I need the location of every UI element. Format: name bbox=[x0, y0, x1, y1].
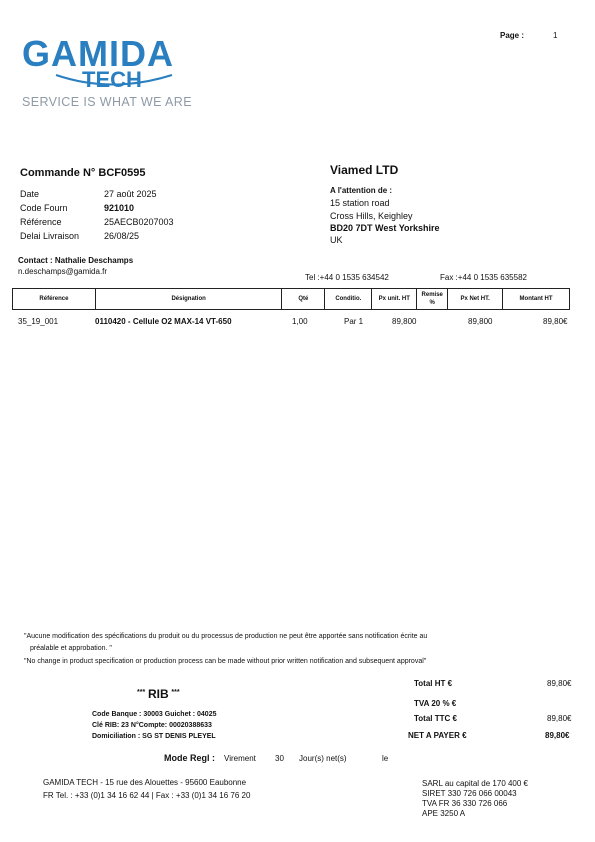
row-conditioning: Par 1 bbox=[344, 317, 364, 326]
supplier-address-4: UK bbox=[330, 235, 343, 245]
col-conditioning: Conditio. bbox=[325, 289, 372, 310]
payment-days-label: Jour(s) net(s) bbox=[299, 754, 347, 763]
order-field-supplier-code-value: 921010 bbox=[104, 203, 135, 213]
payment-days: 30 bbox=[275, 754, 284, 763]
supplier-address-2: Cross Hills, Keighley bbox=[330, 211, 413, 221]
rib-label: RIB bbox=[147, 687, 169, 701]
order-field-supplier-code-label: Code Fourn bbox=[20, 203, 68, 213]
col-unit-price: Px unit. HT bbox=[372, 289, 417, 310]
note-english: "No change in product specification or production process can be made without prior written notification and subsequent approval" bbox=[24, 658, 427, 665]
col-amount: Montant HT bbox=[503, 289, 570, 310]
row-quantity: 1,00 bbox=[292, 317, 308, 326]
order-number: BCF0595 bbox=[98, 167, 146, 179]
supplier-address-3: BD20 7DT West Yorkshire bbox=[330, 223, 440, 233]
footer-legal-2: SIRET 330 726 066 00043 bbox=[422, 789, 517, 798]
col-quantity: Qté bbox=[282, 289, 325, 310]
order-field-date-label: Date bbox=[20, 189, 40, 199]
supplier-attention: A l'attention de : bbox=[330, 186, 393, 195]
col-net-price: Px Net HT. bbox=[448, 289, 503, 310]
rib-stars-right: *** bbox=[171, 689, 180, 696]
supplier-name: Viamed LTD bbox=[330, 163, 399, 177]
payment-label: Mode Regl : bbox=[164, 753, 215, 763]
col-reference: Référence bbox=[13, 289, 96, 310]
payment-method: Virement bbox=[224, 754, 256, 763]
logo-tagline: SERVICE IS WHAT WE ARE bbox=[22, 95, 192, 109]
logo-line2: TECH bbox=[82, 67, 142, 92]
row-amount: 89,80€ bbox=[543, 317, 568, 326]
note-french-2: préalable et approbation. " bbox=[30, 645, 112, 652]
footer-legal-3: TVA FR 36 330 726 066 bbox=[422, 799, 508, 808]
total-ttc-value: 89,80€ bbox=[547, 714, 572, 723]
rib-line-2: Clé RIB: 23 N°Compte: 00020388633 bbox=[92, 722, 212, 729]
row-reference: 35_19_001 bbox=[18, 317, 59, 326]
order-field-reference-value: 25AECB0207003 bbox=[104, 217, 174, 227]
page-label: Page : bbox=[500, 31, 525, 40]
order-title-label: Commande N° bbox=[20, 167, 96, 179]
contact-email: n.deschamps@gamida.fr bbox=[18, 267, 108, 276]
order-field-delivery-value: 26/08/25 bbox=[104, 231, 140, 241]
footer-company: GAMIDA TECH - 15 rue des Alouettes - 95600 Eaubonne bbox=[43, 778, 247, 787]
company-logo bbox=[22, 34, 197, 110]
supplier-address-1: 15 station road bbox=[330, 198, 390, 208]
order-field-date-value: 27 août 2025 bbox=[104, 189, 157, 199]
supplier-fax: Fax :+44 0 1535 635582 bbox=[440, 273, 527, 282]
items-table-header bbox=[13, 289, 570, 310]
net-to-pay-label: NET A PAYER € bbox=[408, 731, 467, 740]
order-field-delivery-label: Delai Livraison bbox=[20, 231, 80, 241]
items-table bbox=[12, 288, 570, 310]
note-french: "Aucune modification des spécifications du produit ou du processus de production ne peut être apportée sans notification écrite au bbox=[24, 633, 428, 640]
col-discount: Remise % bbox=[417, 289, 448, 310]
rib-stars-left: *** bbox=[137, 689, 146, 696]
logo-line1: GAMIDA bbox=[22, 34, 174, 74]
supplier-tel: Tel :+44 0 1535 634542 bbox=[305, 273, 389, 282]
rib-title bbox=[137, 687, 180, 701]
payment-le: le bbox=[382, 754, 389, 763]
footer-legal-4: APE 3250 A bbox=[422, 809, 466, 818]
footer-phones: FR Tel. : +33 (0)1 34 16 62 44 | Fax : +33 (0)1 34 16 76 20 bbox=[43, 791, 251, 800]
contact-line: Contact : Nathalie Deschamps bbox=[18, 256, 134, 265]
row-designation: 0110420 - Cellule O2 MAX-14 VT-650 bbox=[95, 317, 232, 326]
total-ttc-label: Total TTC € bbox=[414, 714, 457, 723]
row-unit-price: 89,800 bbox=[392, 317, 417, 326]
rib-line-3: Domiciliation : SG ST DENIS PLEYEL bbox=[92, 733, 216, 740]
total-tva-label: TVA 20 % € bbox=[414, 699, 457, 708]
row-net-price: 89,800 bbox=[468, 317, 493, 326]
rib-line-1: Code Banque : 30003 Guichet : 04025 bbox=[92, 711, 217, 718]
order-field-reference-label: Référence bbox=[20, 217, 62, 227]
order-title bbox=[20, 167, 145, 179]
footer-legal-1: SARL au capital de 170 400 € bbox=[422, 779, 529, 788]
logo-graphic bbox=[22, 34, 197, 110]
col-designation: Désignation bbox=[95, 289, 282, 310]
net-to-pay-value: 89,80€ bbox=[545, 731, 570, 740]
page-number: 1 bbox=[553, 31, 558, 40]
total-ht-value: 89,80€ bbox=[547, 679, 572, 688]
total-ht-label: Total HT € bbox=[414, 679, 453, 688]
